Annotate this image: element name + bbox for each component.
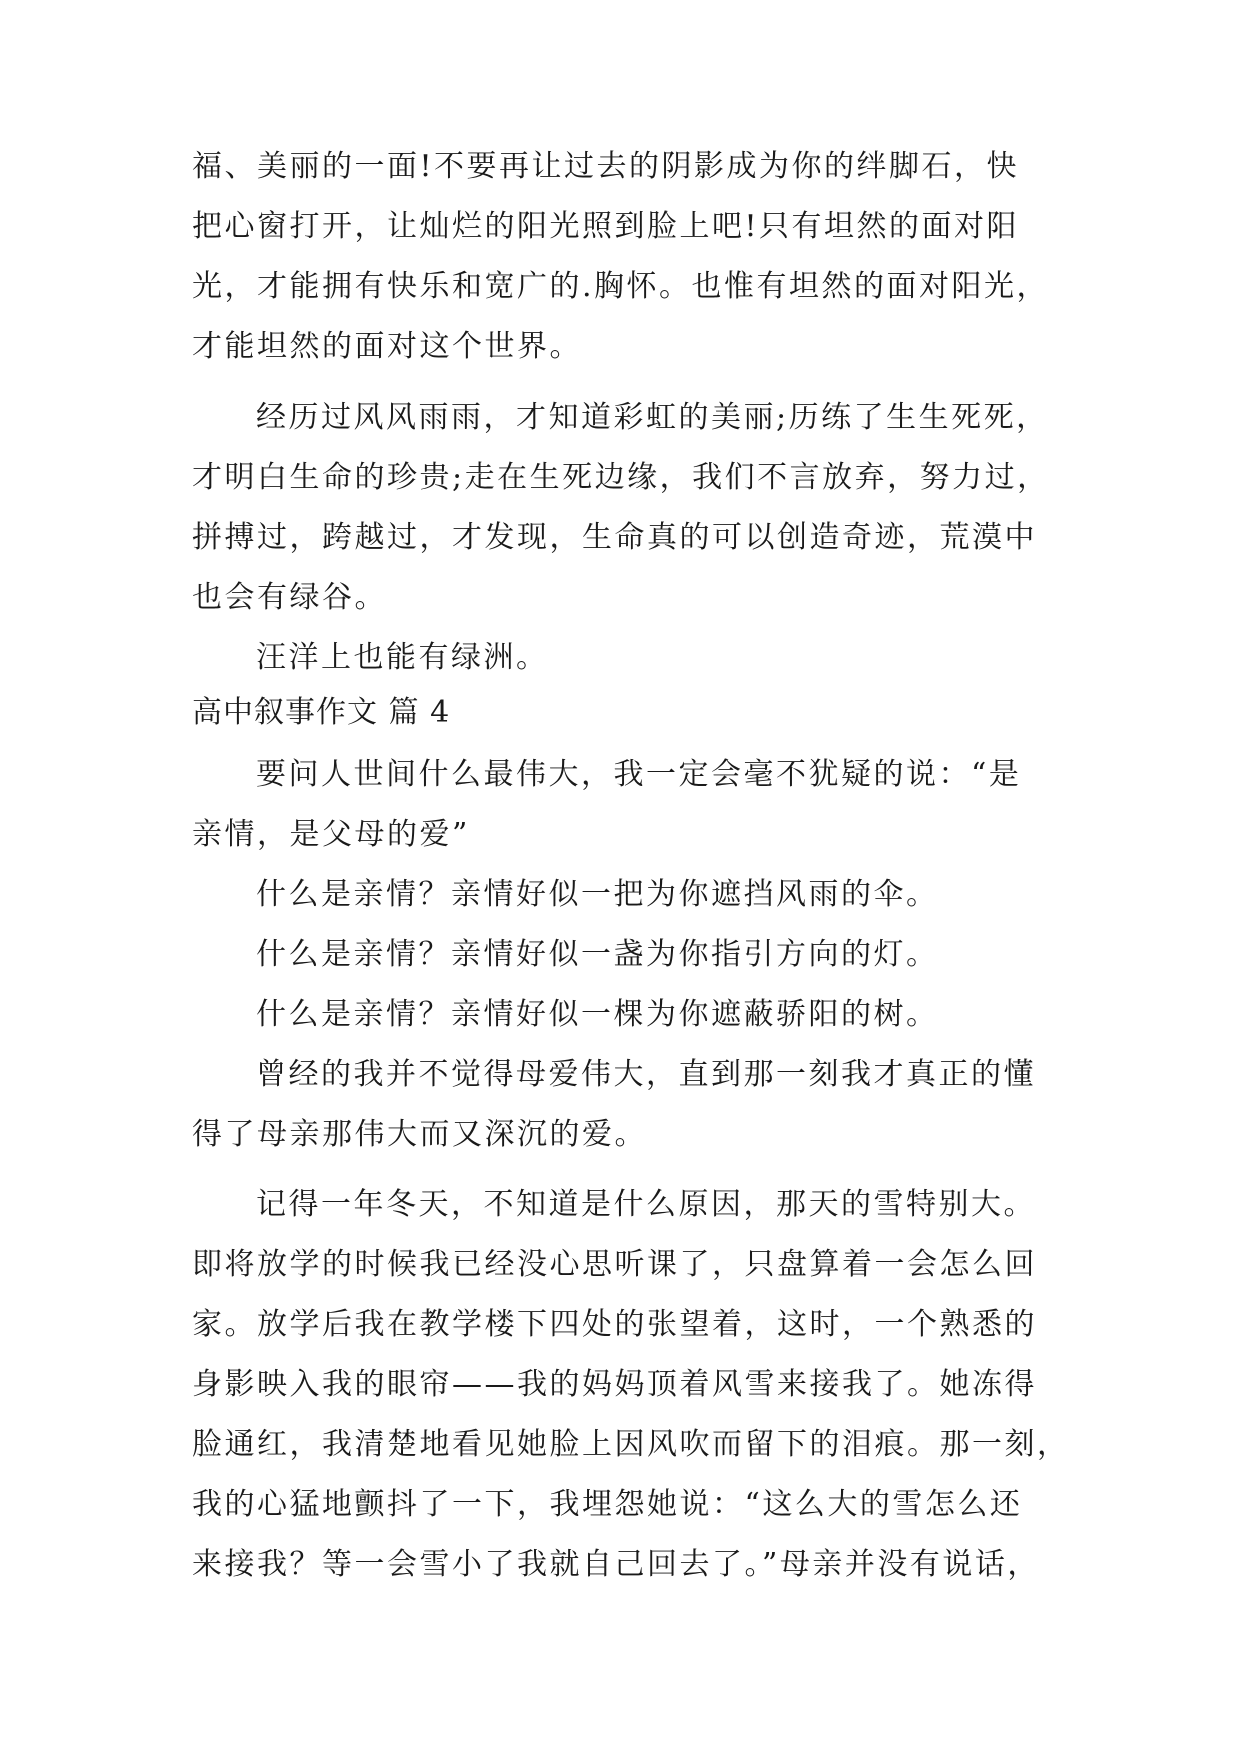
paragraph-line: 福、美丽的一面!不要再让过去的阴影成为你的绊脚石，快 — [192, 149, 1020, 184]
paragraph-line: 什么是亲情？亲情好似一盏为你指引方向的灯。 — [256, 937, 939, 972]
paragraph-line: 家。放学后我在教学楼下四处的张望着，这时，一个熟悉的 — [192, 1307, 1037, 1342]
paragraph-line: 才能坦然的面对这个世界。 — [192, 329, 582, 364]
paragraph-line: 光，才能拥有快乐和宽广的.胸怀。也惟有坦然的面对阳光， — [192, 269, 1050, 304]
paragraph-line: 什么是亲情？亲情好似一把为你遮挡风雨的伞。 — [256, 877, 939, 912]
paragraph-line: 什么是亲情？亲情好似一棵为你遮蔽骄阳的树。 — [256, 997, 939, 1032]
paragraph-line: 把心窗打开，让灿烂的阳光照到脸上吧!只有坦然的面对阳 — [192, 209, 1020, 244]
paragraph-line: 脸通红，我清楚地看见她脸上因风吹而留下的泪痕。那一刻， — [192, 1427, 1070, 1462]
paragraph-line: 来接我？等一会雪小了我就自己回去了。”母亲并没有说话， — [192, 1547, 1040, 1582]
paragraph-line: 要问人世间什么最伟大，我一定会毫不犹疑的说：“是 — [256, 757, 1022, 792]
paragraph-line: 才明白生命的珍贵;走在生死边缘，我们不言放弃，努力过， — [192, 460, 1050, 495]
paragraph-line: 拼搏过，跨越过，才发现，生命真的可以创造奇迹，荒漠中 — [192, 520, 1037, 555]
paragraph-line: 也会有绿谷。 — [192, 580, 387, 615]
paragraph-line: 亲情，是父母的爱” — [192, 817, 470, 852]
paragraph-line: 经历过风风雨雨，才知道彩虹的美丽;历练了生生死死， — [256, 400, 1049, 435]
paragraph-line: 我的心猛地颤抖了一下，我埋怨她说：“这么大的雪怎么还 — [192, 1487, 1023, 1522]
paragraph-line: 汪洋上也能有绿洲。 — [256, 640, 549, 675]
paragraph-line: 身影映入我的眼帘——我的妈妈顶着风雪来接我了。她冻得 — [192, 1367, 1037, 1402]
paragraph-line: 曾经的我并不觉得母爱伟大，直到那一刻我才真正的懂 — [256, 1057, 1036, 1092]
paragraph-line: 记得一年冬天，不知道是什么原因，那天的雪特别大。 — [256, 1187, 1036, 1222]
paragraph-line: 得了母亲那伟大而又深沉的爱。 — [192, 1117, 647, 1152]
section-heading: 高中叙事作文 篇 4 — [192, 695, 451, 730]
paragraph-line: 即将放学的时候我已经没心思听课了，只盘算着一会怎么回 — [192, 1247, 1037, 1282]
